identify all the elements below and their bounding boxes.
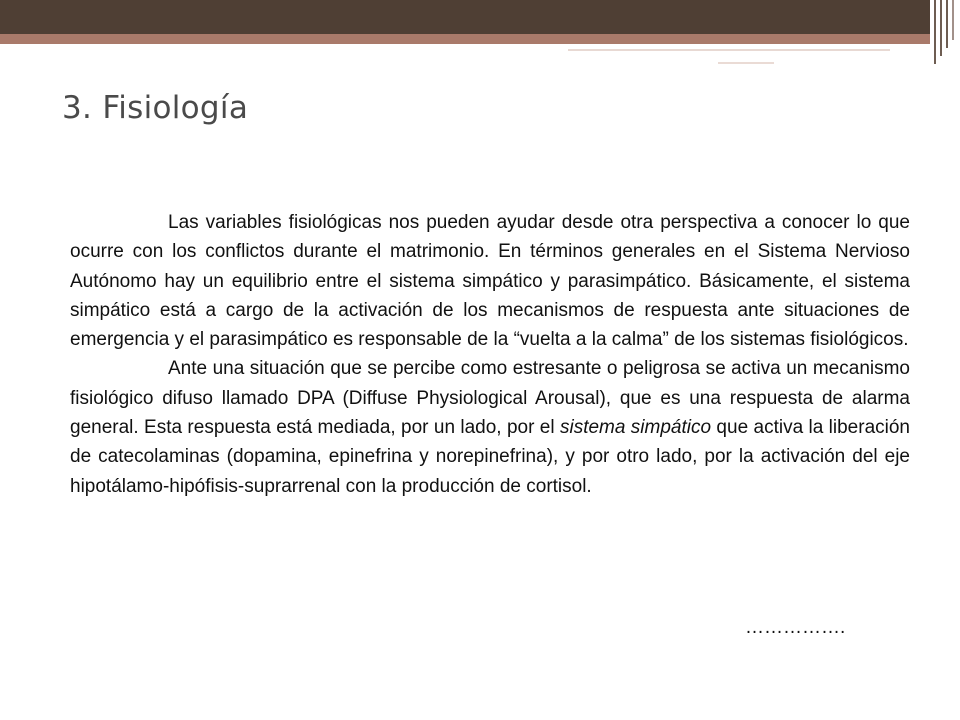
paragraph-1: Las variables fisiológicas nos pueden ayudar desde otra perspectiva a conocer lo que ocurre con los conflictos durante el matrimonio. En términos generales en el Sistema Nervioso Autónomo hay un equilibrio entre el sistema simpático y parasimpático. Básicamente, el sistema simpático está a cargo de la activación de los mecanismos de respuesta ante situaciones de emergencia y el parasimpático es responsable de la “vuelta a la calma” de los sistemas fisiológicos. bbox=[70, 212, 910, 351]
decorative-line bbox=[568, 49, 890, 51]
slide-title: 3. Fisiología bbox=[62, 90, 249, 126]
paragraph-2 bbox=[70, 354, 910, 500]
accent-stripe bbox=[0, 34, 930, 44]
italic-term: sistema simpático bbox=[559, 417, 712, 439]
header-bar bbox=[0, 0, 930, 34]
paragraph-2-start: Ante una situación que se percibe como estresante o peligrosa se activa un mecanismo fisiológico difuso llamado DPA (Diffuse Physiological Arousal), que es una respuesta de alarma general. Esta respuesta está mediada, por un lado, por el bbox=[70, 358, 910, 439]
slide-body bbox=[70, 208, 910, 501]
corner-stripes bbox=[930, 0, 960, 64]
paragraph-2-end: que activa la liberación de catecolaminas (dopamina, epinefrina y norepinefrina), y por otro lado, por la activación del eje hipotálamo-hipófisis-suprarrenal con la producción de cortisol. bbox=[70, 417, 910, 497]
continuation-ellipsis: ……………. bbox=[745, 617, 846, 638]
decorative-line-short bbox=[718, 62, 774, 64]
